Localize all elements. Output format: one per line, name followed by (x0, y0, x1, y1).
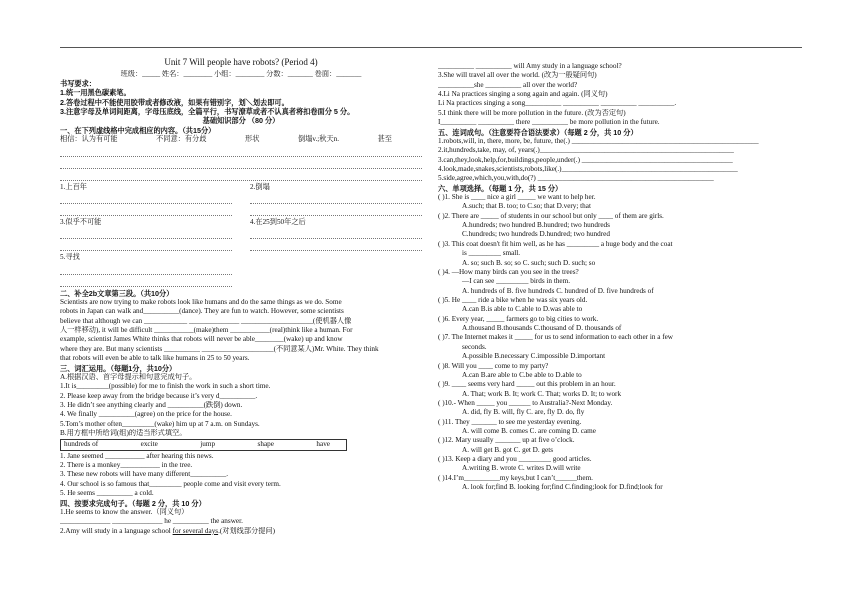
mc-options: C.hundreds; two hundreds D.hundred; two hundred (462, 230, 610, 239)
phrase-item: 4.在25到50年之后 (250, 217, 306, 226)
passage-line: example, scientist James White thinks that robots will never be able________(wake) up and know (60, 335, 343, 344)
basic-section-heading: 基础知识部分 （80 分） (202, 116, 280, 126)
section-1-heading: 一、在下列虚线格中完成相应的内容。（共15分） (60, 125, 216, 135)
top-rule (60, 47, 802, 48)
dotted-writing-line[interactable] (250, 194, 422, 204)
fill-blank-item: 3. These new robots will have many different__________. (60, 470, 229, 479)
fill-blank-item: 1.It is_________(possible) for me to finish the work in such a short time. (60, 382, 271, 391)
phrase-item: 1.上百年 (60, 182, 87, 191)
vocab-word: 相信：认为有可能 (60, 135, 118, 144)
dotted-writing-line[interactable] (60, 277, 232, 287)
mc-options: A. did, fly B. will, fly C. are, fly D. do, fly (462, 408, 585, 417)
mc-options: A.can B.are able to C.be able to D.able to (462, 370, 582, 379)
mc-options: A.hundreds; two hundred B.hundred; two hundreds (462, 221, 610, 230)
mc-question: ( )11. They _______ to see me yesterday evening. (438, 417, 582, 426)
underlined-phrase: for several days (172, 526, 219, 535)
part-b-instruction: B.用方框中所给词(组)的适当形式填空。 (60, 429, 187, 438)
passage-line: Scientists are now trying to make robots look like humans and do the same things as we do. Some (60, 298, 342, 306)
mc-question: ( )2. There are _____ of students in our school but only ____ of them are girls. (438, 211, 664, 220)
requirement-item: 3.注意字母及单词间距离，字母压底线，全篇平行，书写潦草或者不认真者将扣卷面分 5 分。 (60, 107, 355, 117)
vocab-word: 倒塌v.;秋天n. (297, 135, 340, 144)
box-word: jump (200, 440, 216, 449)
section-3-heading: 三、词汇运用。（每题1分，共10分） (60, 363, 177, 373)
passage-line: robots in Japan can walk and__________(dance). They are fun to watch. However, some scientists (60, 307, 344, 316)
phrase-item: 5.寻找 (60, 253, 80, 262)
mc-question: ( )7. The Internet makes it _____ for us to send information to each other in a few (438, 333, 673, 342)
dotted-writing-line[interactable] (60, 194, 232, 204)
rewrite-item: 2.Amy will study in a language school for several days.(对划线部分提问) (60, 526, 276, 535)
mc-options: A.can B.is able to C.able to D.was able to (462, 305, 583, 314)
sentence-build-item: 5.side,agree,which,you,with,do(?) _________________________________________________ (438, 174, 714, 183)
fill-blank-item: 2. Please keep away from the bridge because it’s very d__________. (60, 391, 258, 400)
mc-options: A. will get B. got C. get D. gets (462, 445, 554, 454)
dotted-writing-line[interactable] (60, 241, 232, 251)
page-title: Unit 7 Will people have robots? (Period 4) (164, 57, 318, 67)
rewrite-answer-line: I__________ __________ there __________ be more pollution in the future. (438, 118, 660, 127)
fill-blank-item: 3. He didn’t see anything clearly and __________(跌倒) down. (60, 400, 243, 409)
box-word: have (316, 440, 330, 449)
mc-options: is _________ small. (462, 249, 521, 258)
section-5-heading: 五、连词成句。（注意要符合语法要求）（每题 2 分，共 10 分） (438, 127, 638, 137)
fill-blank-item: 4. Our school is so famous that_________ people come and visit every term. (60, 479, 281, 488)
requirements-heading: 书写要求： (60, 79, 96, 89)
phrase-grid-row (60, 183, 422, 218)
mc-options: A. look for;find B. looking for;find C.finding;look for D.find;look for (462, 483, 663, 492)
mc-question: ( )9. ____ seems very hard _____ out this problem in an hour. (438, 380, 616, 389)
passage-line: where they are. But many scientists __________ ____________________(不同意某人)Mr. White. They think (60, 344, 379, 353)
vocab-word-row (60, 135, 422, 144)
mc-options: A.possible B.necessary C.impossible D.important (462, 352, 606, 361)
rewrite-answer-line: ______________ ______________ he __________ the answer. (60, 517, 243, 526)
box-word: hundreds of (64, 440, 99, 449)
mc-question: ( )14.I’m__________my keys,but I can’t______them. (438, 473, 593, 482)
sentence-build-item: 2.it,hundreds,take, may, of, years(.)______________________________________________________ (438, 146, 734, 155)
rewrite-item: 4.Li Na practices singing a song again and again. (同义句) (438, 90, 608, 99)
passage-line: that robots will even be able to talk like humans in 25 to 50 years. (60, 354, 250, 363)
mc-question: ( )13. Keep a diary and you _________ good articles. (438, 455, 592, 464)
mc-options: A.writing B. wrote C. writes D.will write (462, 464, 581, 473)
passage-line: 人一样移动), it will be difficult ___________(make)them ___________(real)think like a human. For (60, 326, 353, 335)
section-6-heading: 六、单项选择。（每题 1 分，共 15 分） (438, 183, 563, 193)
dotted-writing-line[interactable] (60, 206, 232, 216)
mc-question: ( )10.- When _____ you ______ to Australia?-Next Monday. (438, 398, 613, 407)
mc-question: ( )5. He ____ ride a bike when he was six years old. (438, 295, 588, 304)
phrase-grid-row (60, 253, 422, 288)
section-2-heading: 二、补全2b文章第三段。（共10分） (60, 288, 174, 298)
dotted-writing-line[interactable] (250, 229, 422, 239)
passage-line: believe that although we can ____________ ______________ ____________________(使机器人像 (60, 316, 352, 325)
rewrite-answer-line: __________ __________ will Amy study in a language school? (438, 62, 622, 70)
mc-options: A.thousand B.thousands C.thousand of D. thousands of (462, 324, 622, 333)
mc-options: seconds. (462, 342, 487, 351)
dotted-writing-line[interactable] (60, 229, 232, 239)
box-word: shape (257, 440, 274, 449)
mc-options: —I can see _________ birds in them. (462, 277, 570, 286)
mc-options: A. so; such B. so; so C. such; such D. such; so (462, 258, 596, 267)
mc-question: ( )3. This coat doesn't fit him well, as he has _________ a huge body and the coat (438, 239, 673, 248)
sentence-build-item: 4.look,made,snakes,scientists,robots,like(.)_________________________________________________ (438, 164, 738, 173)
phrase-item: 2.倒塌 (250, 182, 270, 191)
student-info-line: 班级：_____ 姓名：________ 小组：________ 分数：_______ 卷面：_______ (120, 69, 362, 78)
left-column (60, 57, 422, 536)
word-box (60, 439, 347, 450)
rewrite-item: 3.She will travel all over the world. (改为一般疑问句) (438, 71, 597, 80)
box-word: excite (140, 440, 158, 449)
fill-blank-item: 2. There is a monkey___________ in the tree. (60, 461, 193, 470)
dotted-writing-line[interactable] (60, 159, 422, 169)
mc-question: ( )8. Will you ____ come to my party? (438, 361, 549, 370)
rewrite-item: 1.He seems to know the answer.（同义句） (60, 507, 189, 516)
mc-options: A.such; that B. too; to C.so; that D.very; that (462, 202, 591, 211)
rewrite-answer-line: __________she __________ all over the world? (438, 80, 578, 89)
fill-blank-item: 5.Tom’s mother often_________(wake) him up at 7 a.m. on Sundays. (60, 419, 260, 428)
dotted-writing-line[interactable] (60, 171, 422, 181)
phrase-item: 3.似乎不可能 (60, 217, 102, 226)
vocab-word: 形状 (245, 135, 260, 144)
fill-blank-item: 1. Jane seemed ___________ after hearing this news. (60, 451, 214, 460)
right-column (438, 62, 800, 493)
dotted-writing-line[interactable] (60, 147, 422, 157)
mc-options: A. That; work B. It; work C. That; works D. It; to work (462, 389, 622, 398)
dotted-writing-line[interactable] (250, 241, 422, 251)
section-4-heading: 四、按要求完成句子。（每题 2 分，共 10 分） (60, 498, 206, 508)
phrase-grid-row (60, 218, 422, 253)
sentence-build-item: 3.can,they,look,help,for,buildings,people,under(.) __________________________________________ (438, 155, 733, 164)
mc-options: A. hundreds of B. five hundreds C. hundred of D. five hundreds of (462, 286, 654, 295)
rewrite-answer-line: Li Na practices singing a song__________ __________ __________ __________. (438, 99, 677, 108)
fill-blank-item: 5. He seems __________ a cold. (60, 489, 154, 498)
mc-question: ( )12. Mary usually _______ up at five o’clock. (438, 436, 575, 445)
mc-question: ( )1. She is ____ nice a girl _____ we want to help her. (438, 193, 596, 202)
dotted-writing-line[interactable] (60, 265, 232, 275)
part-a-instruction: A.根据汉语、首字母提示和句意完成句子。 (60, 372, 197, 381)
mc-question: ( )6. Every year, _____ farmers go to big cities to work. (438, 314, 599, 323)
requirement-item: 2.答卷过程中不能使用胶带或者修改液，如果有错别字，划＼划去即可。 (60, 97, 289, 107)
mc-question: ( )4. —How many birds can you see in the trees? (438, 267, 579, 276)
vocab-word: 不同意：有分歧 (156, 135, 207, 144)
fill-blank-item: 4. We finally __________(agree) on the price for the house. (60, 410, 232, 419)
rewrite-item: 5.I think there will be more pollution in the future. (改为否定句) (438, 108, 626, 117)
dotted-writing-line[interactable] (250, 206, 422, 216)
vocab-word: 甚至 (377, 135, 392, 144)
mc-options: A. will come B. comes C. are coming D. came (462, 427, 596, 436)
sentence-build-item: 1.robots,will, in, there, more, be, future, the(.) ____________________________________________________ (438, 136, 759, 145)
requirement-item: 1.统一用黑色碳素笔。 (60, 88, 131, 98)
